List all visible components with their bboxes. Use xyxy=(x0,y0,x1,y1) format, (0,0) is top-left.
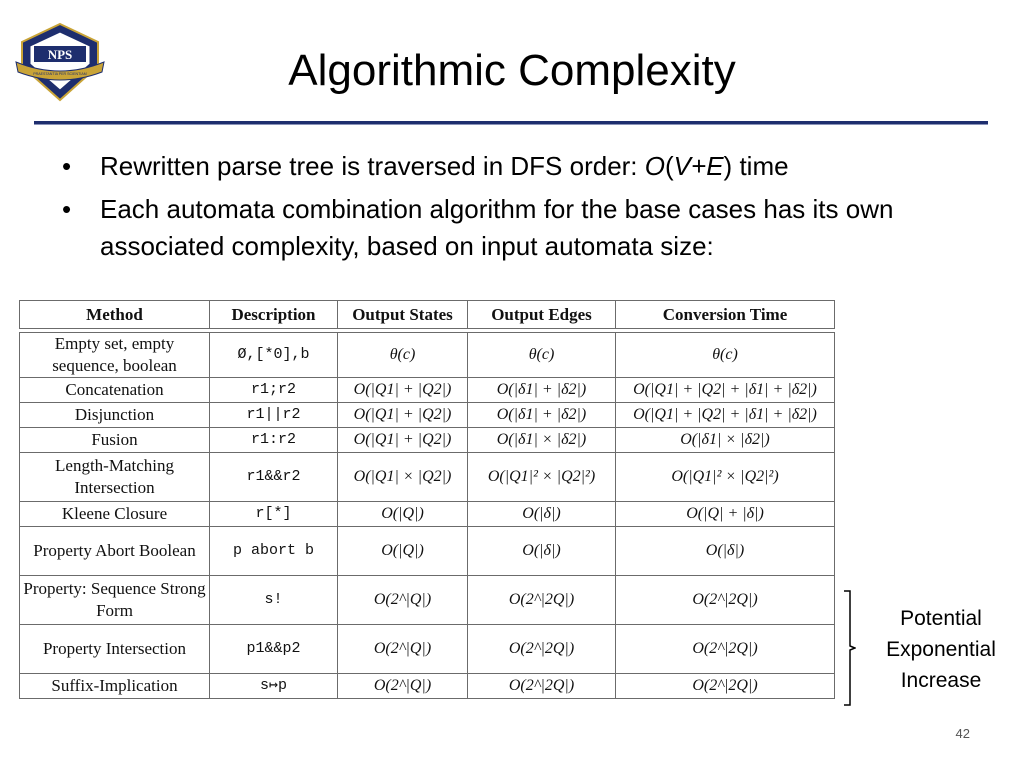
bullet-dot-icon: • xyxy=(62,194,72,224)
cell-description: r1&&r2 xyxy=(210,453,338,502)
bullet-item xyxy=(60,148,960,185)
cell-description: s! xyxy=(210,576,338,625)
header-output-edges: Output Edges xyxy=(468,301,616,329)
cell-description: r1:r2 xyxy=(210,428,338,453)
exponential-annotation xyxy=(872,603,1010,696)
cell-output-edges: O(2^|2Q|) xyxy=(468,625,616,674)
cell-output-edges: O(2^|2Q|) xyxy=(468,674,616,699)
cell-output-edges: O(|δ|) xyxy=(468,527,616,576)
annotation-line: Increase xyxy=(900,669,982,692)
cell-conversion-time: O(2^|2Q|) xyxy=(616,625,835,674)
slide-title: Algorithmic Complexity xyxy=(288,46,736,95)
table-row xyxy=(20,403,835,428)
cell-output-states: O(2^|Q|) xyxy=(338,576,468,625)
cell-output-edges: O(|δ1| + |δ2|) xyxy=(468,378,616,403)
table-row xyxy=(20,576,835,625)
cell-output-states: O(|Q1| + |Q2|) xyxy=(338,428,468,453)
annotation-line: Potential xyxy=(900,607,982,630)
cell-conversion-time: O(2^|2Q|) xyxy=(616,576,835,625)
table-row xyxy=(20,527,835,576)
logo-text: NPS xyxy=(47,47,73,62)
cell-description: r1||r2 xyxy=(210,403,338,428)
bullet-text-end: time xyxy=(732,151,789,181)
cell-output-edges: O(|δ1| + |δ2|) xyxy=(468,403,616,428)
header-description: Description xyxy=(210,301,338,329)
cell-description: p1&&p2 xyxy=(210,625,338,674)
cell-output-states: θ(c) xyxy=(338,333,468,378)
cell-method: Property Intersection xyxy=(20,625,210,674)
cell-output-states: O(|Q1| + |Q2|) xyxy=(338,378,468,403)
cell-description: r[*] xyxy=(210,502,338,527)
cell-conversion-time: θ(c) xyxy=(616,333,835,378)
table-row xyxy=(20,453,835,502)
cell-description: p abort b xyxy=(210,527,338,576)
cell-method: Concatenation xyxy=(20,378,210,403)
cell-method: Fusion xyxy=(20,428,210,453)
cell-output-edges: O(|δ|) xyxy=(468,502,616,527)
header-output-states: Output States xyxy=(338,301,468,329)
cell-description: Ø,[*0],b xyxy=(210,333,338,378)
cell-conversion-time: O(2^|2Q|) xyxy=(616,674,835,699)
cell-conversion-time: O(|Q| + |δ|) xyxy=(616,502,835,527)
cell-method: Empty set, empty sequence, boolean xyxy=(20,333,210,378)
table-row xyxy=(20,378,835,403)
cell-description: r1;r2 xyxy=(210,378,338,403)
cell-method: Property Abort Boolean xyxy=(20,527,210,576)
cell-output-edges: O(|δ1| × |δ2|) xyxy=(468,428,616,453)
cell-description: s↦p xyxy=(210,674,338,699)
cell-output-states: O(|Q1| + |Q2|) xyxy=(338,403,468,428)
complexity-table-wrap xyxy=(19,300,834,714)
cell-output-edges: θ(c) xyxy=(468,333,616,378)
header-conversion-time: Conversion Time xyxy=(616,301,835,329)
big-o-symbol: O xyxy=(644,151,665,181)
bullet-dot-icon: • xyxy=(62,151,72,181)
page-number: 42 xyxy=(955,726,970,741)
cell-method: Property: Sequence Strong Form xyxy=(20,576,210,625)
cell-output-edges: O(2^|2Q|) xyxy=(468,576,616,625)
logo-motto: PRAESTANTIA PER SCIENTIAM xyxy=(33,72,87,76)
cell-conversion-time: O(|Q1|² × |Q2|²) xyxy=(616,453,835,502)
v-plus-e: V+E xyxy=(673,151,724,181)
cell-output-states: O(2^|Q|) xyxy=(338,674,468,699)
paren-open: ( xyxy=(665,151,674,181)
table-row xyxy=(20,502,835,527)
bullet-text: Each automata combination algorithm for the base cases has its own associated complexity, based on input automata size: xyxy=(100,194,894,261)
cell-conversion-time: O(|δ1| × |δ2|) xyxy=(616,428,835,453)
cell-conversion-time: O(|Q1| + |Q2| + |δ1| + |δ2|) xyxy=(616,378,835,403)
complexity-table xyxy=(19,300,835,699)
cell-output-edges: O(|Q1|² × |Q2|²) xyxy=(468,453,616,502)
cell-output-states: O(|Q|) xyxy=(338,527,468,576)
cell-method: Length-Matching Intersection xyxy=(20,453,210,502)
table-row xyxy=(20,674,835,699)
annotation-line: Exponential xyxy=(886,638,996,661)
bullet-text: Rewritten parse tree is traversed in DFS order: xyxy=(100,151,645,181)
table-header-row xyxy=(20,301,835,329)
title-divider xyxy=(34,121,988,125)
cell-conversion-time: O(|Q1| + |Q2| + |δ1| + |δ2|) xyxy=(616,403,835,428)
cell-output-states: O(|Q|) xyxy=(338,502,468,527)
cell-method: Disjunction xyxy=(20,403,210,428)
cell-method: Kleene Closure xyxy=(20,502,210,527)
cell-conversion-time: O(|δ|) xyxy=(616,527,835,576)
table-row xyxy=(20,625,835,674)
cell-output-states: O(|Q1| × |Q2|) xyxy=(338,453,468,502)
cell-output-states: O(2^|Q|) xyxy=(338,625,468,674)
table-row xyxy=(20,333,835,378)
cell-method: Suffix-Implication xyxy=(20,674,210,699)
bullet-item xyxy=(60,191,960,265)
table-row xyxy=(20,428,835,453)
header-method: Method xyxy=(20,301,210,329)
bullet-list xyxy=(60,148,960,271)
paren-close: ) xyxy=(723,151,733,181)
bracket-icon xyxy=(842,590,856,706)
